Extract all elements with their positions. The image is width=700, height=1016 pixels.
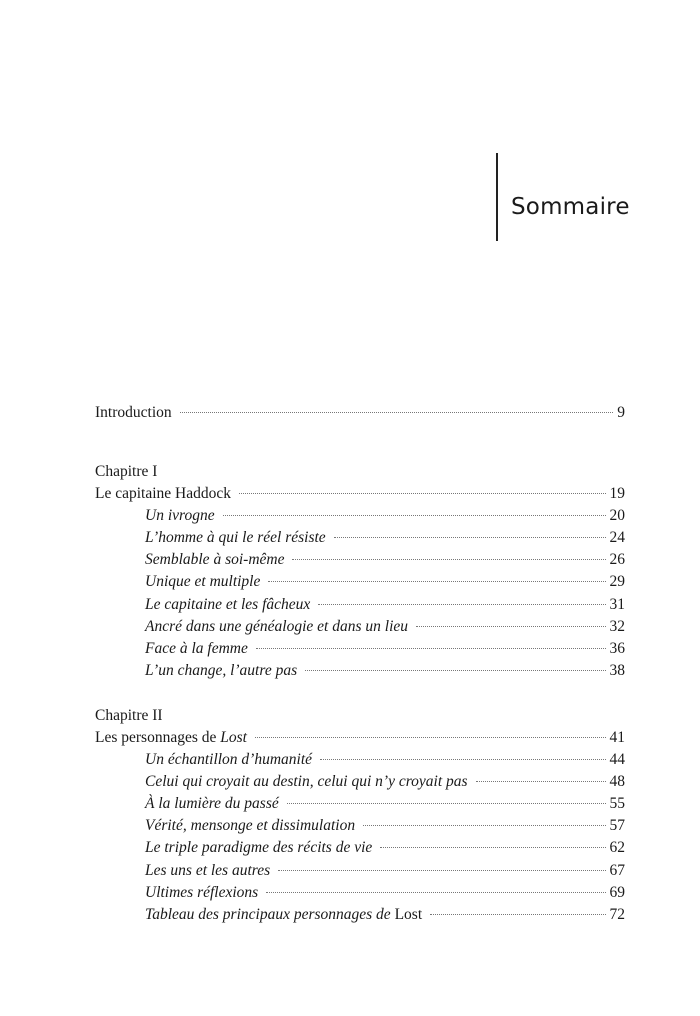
toc-entry-page: 31 bbox=[609, 596, 625, 613]
dot-leader bbox=[239, 493, 606, 494]
chapter-1-heading: Chapitre I bbox=[95, 463, 158, 480]
dot-leader bbox=[266, 892, 605, 893]
toc-entry-section[interactable] bbox=[145, 904, 625, 926]
toc-entry-page: 19 bbox=[609, 485, 625, 502]
toc-entry-label: Semblable à soi-même bbox=[145, 551, 285, 568]
toc-entry-label: Unique et multiple bbox=[145, 573, 261, 590]
dot-leader bbox=[305, 670, 605, 671]
toc-entry-label: Ultimes réflexions bbox=[145, 884, 259, 901]
toc-entry-page: 41 bbox=[609, 729, 625, 746]
dot-leader bbox=[256, 648, 606, 649]
toc-entry-page: 57 bbox=[609, 817, 625, 834]
toc-entry-page: 36 bbox=[609, 640, 625, 657]
toc-entry-label: Introduction bbox=[95, 404, 172, 421]
toc-entry-section[interactable] bbox=[145, 749, 625, 771]
dot-leader bbox=[416, 626, 605, 627]
toc-entry-page: 9 bbox=[617, 404, 625, 421]
toc-entry-chapter-1[interactable] bbox=[95, 483, 625, 505]
toc-entry-label: Ancré dans une généalogie et dans un lieu bbox=[145, 618, 409, 635]
toc-entry-page: 38 bbox=[609, 662, 625, 679]
dot-leader bbox=[430, 914, 605, 915]
dot-leader bbox=[380, 847, 605, 848]
toc-entry-page: 44 bbox=[609, 751, 625, 768]
toc-entry-section[interactable] bbox=[145, 837, 625, 859]
toc-entry-label: Celui qui croyait au destin, celui qui n’y croyait pas bbox=[145, 773, 468, 790]
dot-leader bbox=[255, 737, 606, 738]
section-label-upright: Lost bbox=[394, 906, 423, 923]
toc-entry-section[interactable] bbox=[145, 882, 625, 904]
dot-leader bbox=[180, 412, 614, 413]
dot-leader bbox=[320, 759, 605, 760]
toc-entry-section[interactable] bbox=[145, 527, 625, 549]
toc-entry-section[interactable] bbox=[145, 793, 625, 815]
toc-entry-section[interactable] bbox=[145, 549, 625, 571]
dot-leader bbox=[287, 803, 606, 804]
toc-entry-section[interactable] bbox=[145, 616, 625, 638]
toc-entry-label: Le capitaine et les fâcheux bbox=[145, 596, 311, 613]
dot-leader bbox=[363, 825, 605, 826]
toc-entry-page: 24 bbox=[609, 529, 625, 546]
toc-entry-label bbox=[145, 904, 422, 926]
toc-entry-section[interactable] bbox=[145, 771, 625, 793]
toc-entry-page: 48 bbox=[609, 773, 625, 790]
toc-entry-section[interactable] bbox=[145, 860, 625, 882]
page-title: Sommaire bbox=[511, 194, 630, 220]
toc-entry-label: Un ivrogne bbox=[145, 507, 215, 524]
chapter-2-title-prefix: Les personnages de bbox=[95, 729, 217, 746]
toc-entry-label: Face à la femme bbox=[145, 640, 248, 657]
toc-entry-label bbox=[95, 727, 247, 749]
dot-leader bbox=[292, 559, 605, 560]
toc-entry-section[interactable] bbox=[145, 505, 625, 527]
toc-entry-page: 72 bbox=[609, 906, 625, 923]
toc-entry-label: Le capitaine Haddock bbox=[95, 485, 231, 502]
toc-entry-label: Le triple paradigme des récits de vie bbox=[145, 839, 373, 856]
toc-entry-label: Un échantillon d’humanité bbox=[145, 751, 313, 768]
toc-entry-section[interactable] bbox=[145, 571, 625, 593]
section-label-prefix: Tableau des principaux personnages de bbox=[145, 906, 391, 923]
dot-leader bbox=[318, 604, 605, 605]
chapter-2-title-italic: Lost bbox=[220, 729, 247, 746]
toc-entry-chapter-2[interactable] bbox=[95, 727, 625, 749]
toc-entry-introduction[interactable] bbox=[95, 402, 625, 424]
dot-leader bbox=[268, 581, 605, 582]
toc-entry-section[interactable] bbox=[145, 638, 625, 660]
toc-entry-page: 69 bbox=[609, 884, 625, 901]
toc-entry-page: 55 bbox=[609, 795, 625, 812]
dot-leader bbox=[476, 781, 606, 782]
dot-leader bbox=[223, 515, 606, 516]
dot-leader bbox=[334, 537, 606, 538]
toc-entry-page: 62 bbox=[609, 839, 625, 856]
toc-entry-section[interactable] bbox=[145, 594, 625, 616]
toc-entry-section[interactable] bbox=[145, 815, 625, 837]
title-vertical-rule bbox=[496, 153, 498, 241]
toc-entry-page: 29 bbox=[609, 573, 625, 590]
toc-entry-page: 67 bbox=[609, 862, 625, 879]
toc-entry-label: Vérité, mensonge et dissimulation bbox=[145, 817, 356, 834]
chapter-2-heading: Chapitre II bbox=[95, 707, 163, 724]
toc-entry-label: Les uns et les autres bbox=[145, 862, 271, 879]
toc-entry-page: 32 bbox=[609, 618, 625, 635]
toc-entry-section[interactable] bbox=[145, 660, 625, 682]
toc-entry-page: 26 bbox=[609, 551, 625, 568]
toc-entry-label: L’un change, l’autre pas bbox=[145, 662, 298, 679]
toc-entry-label: À la lumière du passé bbox=[145, 795, 279, 812]
dot-leader bbox=[278, 870, 605, 871]
toc-entry-label: L’homme à qui le réel résiste bbox=[145, 529, 326, 546]
toc-entry-page: 20 bbox=[609, 507, 625, 524]
